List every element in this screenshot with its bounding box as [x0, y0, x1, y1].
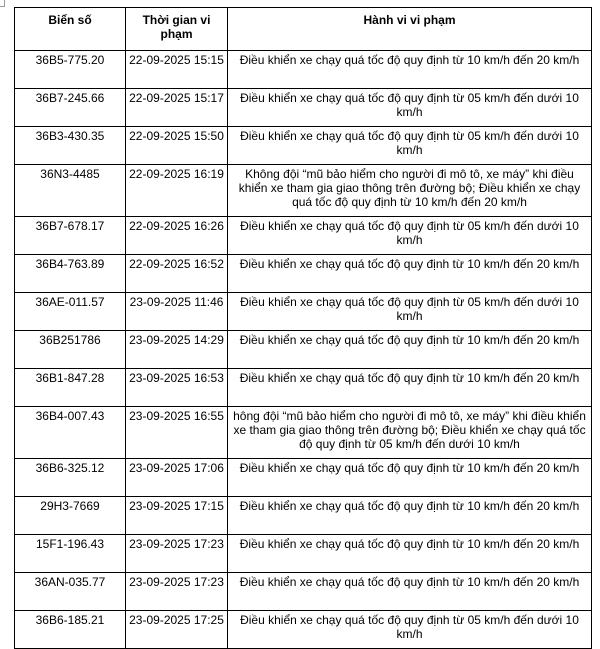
cell-plate: 36B4-007.43	[15, 407, 126, 459]
cell-plate: 36AE-011.57	[15, 293, 126, 331]
cell-time: 22-09-2025 16:26	[126, 217, 228, 255]
table-row	[15, 497, 592, 535]
table-row	[15, 459, 592, 497]
cell-violation: Điều khiển xe chạy quá tốc độ quy định từ 05 km/h đến dưới 10 km/h	[228, 89, 592, 127]
table-row	[15, 331, 592, 369]
cell-violation: Điều khiển xe chạy quá tốc độ quy định từ 10 km/h đến 20 km/h	[228, 331, 592, 369]
cell-plate: 36B7-245.66	[15, 89, 126, 127]
cell-time: 23-09-2025 17:23	[126, 535, 228, 573]
table-row	[15, 535, 592, 573]
table-row	[15, 217, 592, 255]
cell-plate: 36B4-763.89	[15, 255, 126, 293]
cell-time: 23-09-2025 17:23	[126, 573, 228, 611]
page-corner-mark	[0, 6, 5, 7]
table-header-row	[15, 8, 592, 51]
table-row	[15, 165, 592, 217]
cell-plate: 36B1-847.28	[15, 369, 126, 407]
cell-violation: Điều khiển xe chạy quá tốc độ quy định từ 10 km/h đến 20 km/h	[228, 573, 592, 611]
cell-plate: 36B251786	[15, 331, 126, 369]
cell-plate: 15F1-196.43	[15, 535, 126, 573]
cell-violation: Điều khiển xe chạy quá tốc độ quy định từ 05 km/h đến dưới 10 km/h	[228, 611, 592, 649]
cell-time: 23-09-2025 14:29	[126, 331, 228, 369]
cell-violation: Điều khiển xe chạy quá tốc độ quy định từ 10 km/h đến 20 km/h	[228, 369, 592, 407]
table-row	[15, 127, 592, 165]
header-violation: Hành vi vi phạm	[228, 8, 592, 51]
table-row	[15, 89, 592, 127]
cell-time: 22-09-2025 15:17	[126, 89, 228, 127]
table-row	[15, 407, 592, 459]
cell-violation: Điều khiển xe chạy quá tốc độ quy định từ 10 km/h đến 20 km/h	[228, 255, 592, 293]
cell-plate: 36B6-185.21	[15, 611, 126, 649]
cell-plate: 36B7-678.17	[15, 217, 126, 255]
cell-plate: 36N3-4485	[15, 165, 126, 217]
cell-violation: Điều khiển xe chạy quá tốc độ quy định từ 10 km/h đến 20 km/h	[228, 459, 592, 497]
header-time: Thời gian vi phạm	[126, 8, 228, 51]
cell-violation: Điều khiển xe chạy quá tốc độ quy định từ 05 km/h đến dưới 10 km/h	[228, 127, 592, 165]
cell-time: 23-09-2025 17:25	[126, 611, 228, 649]
cell-time: 22-09-2025 15:15	[126, 51, 228, 89]
cell-plate: 36B5-775.20	[15, 51, 126, 89]
cell-time: 23-09-2025 11:46	[126, 293, 228, 331]
cell-violation: Điều khiển xe chạy quá tốc độ quy định từ 10 km/h đến 20 km/h	[228, 497, 592, 535]
table-row	[15, 255, 592, 293]
table-row	[15, 573, 592, 611]
header-plate: Biển số	[15, 8, 126, 51]
table-row	[15, 293, 592, 331]
cell-violation: Điều khiển xe chạy quá tốc độ quy định từ 10 km/h đến 20 km/h	[228, 535, 592, 573]
cell-violation: hông đội “mũ bảo hiểm cho người đi mô tô, xe máy” khi điều khiển xe tham gia giao thông trên đường bộ; Điều khiển xe chạy quá tốc độ quy định từ 05 km/h đến dưới 10 km/h	[228, 407, 592, 459]
cell-plate: 36B3-430.35	[15, 127, 126, 165]
cell-time: 22-09-2025 15:50	[126, 127, 228, 165]
cell-time: 23-09-2025 17:15	[126, 497, 228, 535]
cell-time: 22-09-2025 16:52	[126, 255, 228, 293]
cell-violation: Điều khiển xe chạy quá tốc độ quy định từ 05 km/h đến dưới 10 km/h	[228, 293, 592, 331]
cell-violation: Điều khiển xe chạy quá tốc độ quy định từ 05 km/h đến dưới 10 km/h	[228, 217, 592, 255]
cell-time: 23-09-2025 17:06	[126, 459, 228, 497]
violations-table	[14, 7, 592, 649]
cell-violation: Không đội “mũ bảo hiểm cho người đi mô tô, xe máy” khi điều khiển xe tham gia giao thông trên đường bộ; Điều khiển xe chạy quá tốc độ quy định từ 10 km/h đến 20 km/h	[228, 165, 592, 217]
cell-plate: 36B6-325.12	[15, 459, 126, 497]
table-row	[15, 51, 592, 89]
cell-time: 23-09-2025 16:53	[126, 369, 228, 407]
cell-time: 23-09-2025 16:55	[126, 407, 228, 459]
cell-time: 22-09-2025 16:19	[126, 165, 228, 217]
cell-violation: Điều khiển xe chạy quá tốc độ quy định từ 10 km/h đến 20 km/h	[228, 51, 592, 89]
table-row	[15, 369, 592, 407]
cell-plate: 36AN-035.77	[15, 573, 126, 611]
cell-plate: 29H3-7669	[15, 497, 126, 535]
